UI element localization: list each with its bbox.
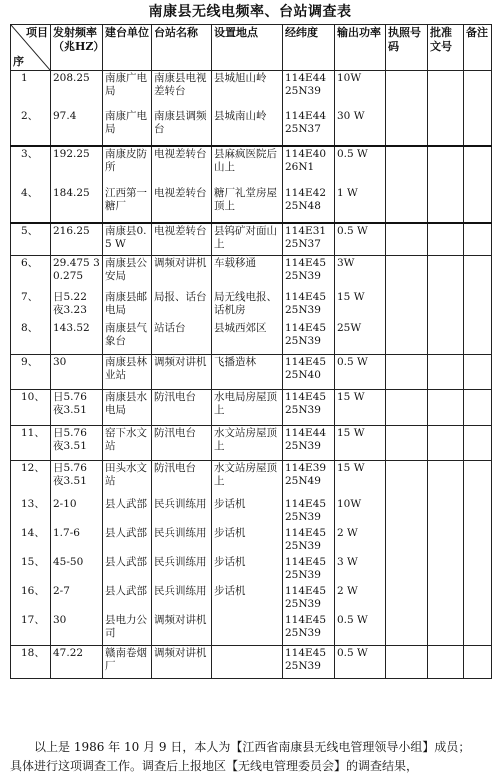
row-unit: 南康县0.5 W (103, 223, 152, 256)
row-location: 县钨矿对面山上 (212, 223, 283, 256)
row-license (386, 109, 428, 146)
row-coordinates: 114E44 25N37 (283, 109, 335, 146)
row-coordinates: 114E45 25N39 (283, 290, 335, 321)
row-frequency: 2-7 (51, 584, 103, 613)
table-row (11, 223, 492, 256)
row-frequency: 日5.76 夜3.51 (51, 426, 103, 461)
row-power: 0.5 W (335, 646, 386, 679)
row-station: 南康县电视差转台 (152, 71, 212, 109)
header-remark: 备注 (464, 25, 492, 71)
row-index: 8、 (11, 321, 51, 355)
row-approval (428, 109, 464, 146)
row-location: 县城南山岭 (212, 109, 283, 146)
header-unit: 建台单位 (103, 25, 152, 71)
table-row (11, 526, 492, 555)
header-power: 输出功率 (335, 25, 386, 71)
row-unit: 南康县公安局 (103, 256, 152, 290)
row-license (386, 256, 428, 290)
row-location: 水文站房屋顶上 (212, 426, 283, 461)
table-row (11, 390, 492, 426)
row-license (386, 146, 428, 186)
row-station: 民兵训练用 (152, 555, 212, 584)
row-station: 防汛电台 (152, 426, 212, 461)
row-power: 2 W (335, 526, 386, 555)
row-unit: 窑下水文站 (103, 426, 152, 461)
row-coordinates: 114E45 25N39 (283, 256, 335, 290)
row-unit: 县人武部 (103, 584, 152, 613)
row-index: 10、 (11, 390, 51, 426)
row-frequency: 1.7-6 (51, 526, 103, 555)
row-station: 调频对讲机 (152, 646, 212, 679)
row-approval (428, 613, 464, 646)
header-station: 台站名称 (152, 25, 212, 71)
row-frequency: 30 (51, 613, 103, 646)
station-survey-table (10, 24, 492, 679)
row-location: 步话机 (212, 526, 283, 555)
row-remark (464, 355, 492, 390)
row-power: 3 W (335, 555, 386, 584)
row-approval (428, 390, 464, 426)
row-coordinates: 114E45 25N39 (283, 646, 335, 679)
row-remark (464, 497, 492, 526)
row-license (386, 355, 428, 390)
row-approval (428, 223, 464, 256)
row-license (386, 321, 428, 355)
row-frequency: 216.25 (51, 223, 103, 256)
row-license (386, 646, 428, 679)
row-index: 18、 (11, 646, 51, 679)
row-frequency: 184.25 (51, 186, 103, 223)
row-station: 南康县调频台 (152, 109, 212, 146)
row-station: 防汛电台 (152, 390, 212, 426)
row-approval (428, 426, 464, 461)
row-power: 10W (335, 71, 386, 109)
row-power: 30 W (335, 109, 386, 146)
row-index: 13、 (11, 497, 51, 526)
row-frequency: 45-50 (51, 555, 103, 584)
row-unit: 南康皮防所 (103, 146, 152, 186)
row-unit: 县人武部 (103, 555, 152, 584)
row-license (386, 390, 428, 426)
row-station: 调频对讲机 (152, 613, 212, 646)
table-row (11, 321, 492, 355)
row-license (386, 497, 428, 526)
row-unit: 南康县邮电局 (103, 290, 152, 321)
row-index: 14、 (11, 526, 51, 555)
row-frequency: 97.4 (51, 109, 103, 146)
row-license (386, 186, 428, 223)
row-power: 1 W (335, 186, 386, 223)
row-station: 调频对讲机 (152, 355, 212, 390)
row-remark (464, 613, 492, 646)
row-unit: 赣南卷烟厂 (103, 646, 152, 679)
row-index: 15、 (11, 555, 51, 584)
row-index: 4、 (11, 186, 51, 223)
table-row (11, 646, 492, 679)
row-coordinates: 114E45 25N39 (283, 321, 335, 355)
row-index: 6、 (11, 256, 51, 290)
row-license (386, 584, 428, 613)
row-remark (464, 555, 492, 584)
row-unit: 县人武部 (103, 497, 152, 526)
row-index: 11、 (11, 426, 51, 461)
row-location: 水文站房屋顶上 (212, 461, 283, 497)
row-license (386, 555, 428, 584)
row-unit: 县电力公司 (103, 613, 152, 646)
row-approval (428, 461, 464, 497)
row-frequency: 2-10 (51, 497, 103, 526)
row-unit: 田头水文站 (103, 461, 152, 497)
row-approval (428, 186, 464, 223)
row-location: 步话机 (212, 497, 283, 526)
row-remark (464, 321, 492, 355)
row-coordinates: 114E45 25N40 (283, 355, 335, 390)
row-station: 民兵训练用 (152, 497, 212, 526)
row-approval (428, 497, 464, 526)
row-unit: 县人武部 (103, 526, 152, 555)
row-coordinates: 114E45 25N39 (283, 555, 335, 584)
row-frequency: 29.475 30.275 (51, 256, 103, 290)
row-approval (428, 256, 464, 290)
row-license (386, 290, 428, 321)
row-license (386, 613, 428, 646)
row-location: 车载移通 (212, 256, 283, 290)
row-station: 站话台 (152, 321, 212, 355)
row-location: 步话机 (212, 555, 283, 584)
row-coordinates: 114E45 25N39 (283, 613, 335, 646)
row-unit: 南康县水电局 (103, 390, 152, 426)
row-coordinates: 114E42 25N48 (283, 186, 335, 223)
table-row (11, 355, 492, 390)
table-row (11, 613, 492, 646)
table-header-row (11, 25, 492, 71)
footer-line-2: 具体进行这项调查工作。调查后上报地区【无线电管理委员会】的调查结果， (10, 759, 419, 773)
row-index: 3、 (11, 146, 51, 186)
row-coordinates: 114E44 25N39 (283, 71, 335, 109)
row-approval (428, 526, 464, 555)
row-power: 3W (335, 256, 386, 290)
row-power: 2 W (335, 584, 386, 613)
row-station: 调频对讲机 (152, 256, 212, 290)
row-power: 0.5 W (335, 613, 386, 646)
row-approval (428, 71, 464, 109)
row-remark (464, 526, 492, 555)
row-frequency: 日5.76 夜3.51 (51, 390, 103, 426)
row-remark (464, 646, 492, 679)
row-location (212, 613, 283, 646)
row-unit: 南康广电局 (103, 71, 152, 109)
row-coordinates: 114E45 25N39 (283, 390, 335, 426)
row-index: 17、 (11, 613, 51, 646)
row-power: 25W (335, 321, 386, 355)
table-row (11, 290, 492, 321)
row-approval (428, 355, 464, 390)
footer-text (10, 738, 494, 776)
row-location (212, 646, 283, 679)
header-coordinates: 经纬度 (283, 25, 335, 71)
row-license (386, 426, 428, 461)
header-location: 设置地点 (212, 25, 283, 71)
table-row (11, 186, 492, 223)
header-approval: 批准文号 (428, 25, 464, 71)
table-row (11, 109, 492, 146)
row-remark (464, 256, 492, 290)
row-remark (464, 584, 492, 613)
row-unit: 南康县林业站 (103, 355, 152, 390)
row-power: 10W (335, 497, 386, 526)
row-station: 民兵训练用 (152, 526, 212, 555)
row-coordinates: 114E31 25N37 (283, 223, 335, 256)
header-index-bottom: 序 (13, 55, 24, 68)
row-power: 15 W (335, 390, 386, 426)
row-license (386, 71, 428, 109)
row-location: 糖厂礼堂房屋顶上 (212, 186, 283, 223)
row-location: 局无线电报、话机房 (212, 290, 283, 321)
row-coordinates: 114E45 25N39 (283, 526, 335, 555)
row-index: 16、 (11, 584, 51, 613)
row-coordinates: 114E45 25N39 (283, 497, 335, 526)
header-frequency: 发射频率（兆HZ） (51, 25, 103, 71)
header-index (11, 25, 51, 71)
row-unit: 江西第一糖厂 (103, 186, 152, 223)
row-location: 水电局房屋顶上 (212, 390, 283, 426)
row-power: 0.5 W (335, 146, 386, 186)
row-index: 2、 (11, 109, 51, 146)
row-remark (464, 186, 492, 223)
document-title: 南康县无线电频率、台站调查表 (148, 4, 352, 20)
row-unit: 南康广电局 (103, 109, 152, 146)
row-coordinates: 114E44 25N39 (283, 426, 335, 461)
row-approval (428, 321, 464, 355)
row-remark (464, 223, 492, 256)
table-body (11, 71, 492, 679)
row-frequency: 30 (51, 355, 103, 390)
row-location: 县麻疯医院后山上 (212, 146, 283, 186)
row-frequency: 143.52 (51, 321, 103, 355)
row-station: 电视差转台 (152, 146, 212, 186)
table-row (11, 584, 492, 613)
row-index: 9、 (11, 355, 51, 390)
row-remark (464, 390, 492, 426)
header-license: 执照号码 (386, 25, 428, 71)
footer-line-1: 以上是 1986 年 10 月 9 日，本人为【江西省南康县无线电管理领导小组】成员； (34, 740, 471, 754)
row-power: 15 W (335, 290, 386, 321)
row-index: 12、 (11, 461, 51, 497)
row-approval (428, 290, 464, 321)
row-location: 飞播造林 (212, 355, 283, 390)
row-index: 1 (11, 71, 51, 109)
table-row (11, 426, 492, 461)
row-station: 局报、话台 (152, 290, 212, 321)
header-index-top: 项目 (26, 26, 48, 39)
row-remark (464, 426, 492, 461)
row-remark (464, 71, 492, 109)
table-row (11, 146, 492, 186)
row-coordinates: 114E45 25N39 (283, 584, 335, 613)
table-row (11, 71, 492, 109)
row-frequency: 192.25 (51, 146, 103, 186)
row-power: 0.5 W (335, 223, 386, 256)
table-row (11, 256, 492, 290)
table-row (11, 461, 492, 497)
row-license (386, 461, 428, 497)
row-approval (428, 584, 464, 613)
row-power: 15 W (335, 426, 386, 461)
table-row (11, 555, 492, 584)
row-coordinates: 114E40 26N1 (283, 146, 335, 186)
row-license (386, 223, 428, 256)
row-station: 电视差转台 (152, 223, 212, 256)
row-coordinates: 114E39 25N49 (283, 461, 335, 497)
row-station: 民兵训练用 (152, 584, 212, 613)
row-approval (428, 646, 464, 679)
row-station: 电视差转台 (152, 186, 212, 223)
row-remark (464, 109, 492, 146)
row-unit: 南康县气象台 (103, 321, 152, 355)
row-frequency: 日5.76 夜3.51 (51, 461, 103, 497)
row-station: 防汛电台 (152, 461, 212, 497)
row-approval (428, 555, 464, 584)
row-location: 步话机 (212, 584, 283, 613)
row-license (386, 526, 428, 555)
row-frequency: 208.25 (51, 71, 103, 109)
row-remark (464, 290, 492, 321)
row-frequency: 47.22 (51, 646, 103, 679)
row-power: 15 W (335, 461, 386, 497)
table-row (11, 497, 492, 526)
row-power: 0.5 W (335, 355, 386, 390)
row-remark (464, 146, 492, 186)
row-remark (464, 461, 492, 497)
row-frequency: 日5.22 夜3.23 (51, 290, 103, 321)
row-approval (428, 146, 464, 186)
row-location: 县城旭山岭 (212, 71, 283, 109)
row-location: 县城西郊区 (212, 321, 283, 355)
row-index: 7、 (11, 290, 51, 321)
row-index: 5、 (11, 223, 51, 256)
